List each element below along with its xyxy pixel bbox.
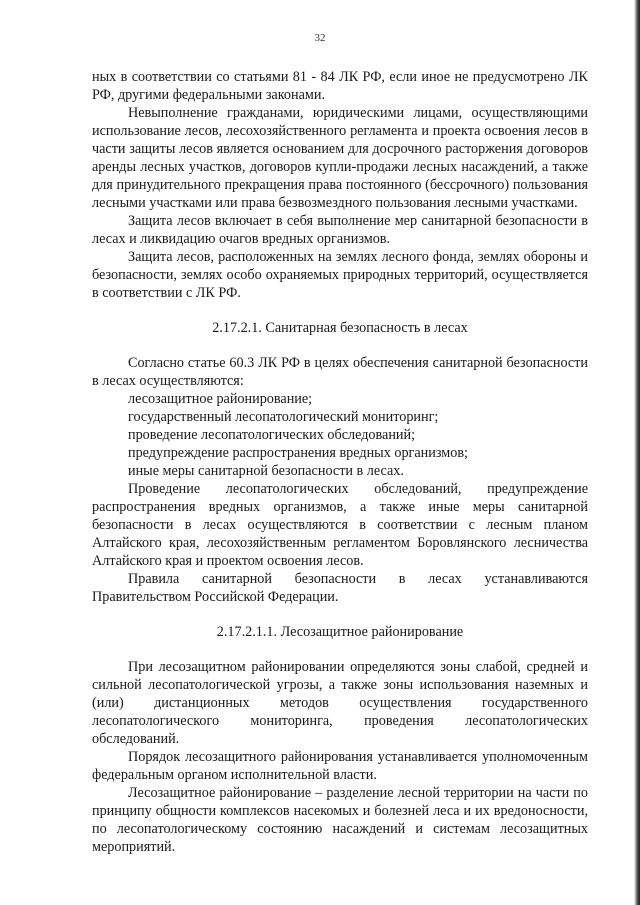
scan-edge-shadow [634,0,640,905]
paragraph: ных в соответствии со статьями 81 - 84 ЛК РФ, если иное не предусмотрено ЛК РФ, другими федеральными законами. [92,69,588,103]
list-item: иные меры санитарной безопасности в лесах. [128,463,404,479]
paragraph: Правила санитарной безопасности в лесах устанавливаются Правительством Российской Федерации. [92,571,588,605]
paragraph: Лесозащитное районирование – разделение лесной территории на части по принципу общности комплексов насекомых и болезней леса и их вредоносности, по лесопатологическому состоянию насаждений и системам лесозащитных мероприятий. [92,785,588,855]
paragraph: Согласно статье 60.3 ЛК РФ в целях обеспечения санитарной безопасности в лесах осуществляются: [92,355,588,389]
list-item: государственный лесопатологический мониторинг; [128,409,439,425]
paragraph: Проведение лесопатологических обследований, предупреждение распространения вредных организмов, а также иные меры санитарной безопасности в лесах осуществляются в соответствии с лесным планом Алтайского края, лесохозяйственным регламентом Боровлянского лесничества Алтайского края и проектом освоения лесов. [92,481,588,569]
paragraph: При лесозащитном районировании определяются зоны слабой, средней и сильной лесопатологической угрозы, а также зоны использования наземных и (или) дистанционных методов осуществления государственного лесопатологического мониторинга, проведения лесопатологических обследований. [92,659,588,747]
page-number: 32 [314,32,326,44]
section-heading-forest-protection-zoning: 2.17.2.1.1. Лесозащитное районирование [216,624,464,640]
section-heading-sanitary-safety: 2.17.2.1. Санитарная безопасность в лесах [212,320,468,336]
paragraph: Защита лесов включает в себя выполнение мер санитарной безопасности в лесах и ликвидацию очагов вредных организмов. [92,213,588,247]
list-item: предупреждение распространения вредных организмов; [128,445,468,461]
list-item: проведение лесопатологических обследований; [128,427,416,443]
list-item: лесозащитное районирование; [128,391,313,407]
paragraph: Порядок лесозащитного районирования устанавливается уполномоченным федеральным органом исполнительной власти. [92,749,588,783]
paragraph: Невыполнение гражданами, юридическими лицами, осуществляющими использование лесов, лесохозяйственного регламента и проекта освоения лесов в части защиты лесов является основанием для досрочного расторжения договоров аренды лесных участков, договоров купли-продажи лесных насаждений, а также для принудительного прекращения права постоянного (бессрочного) пользования лесными участками или права безвозмездного пользования лесными участками. [92,105,588,211]
paragraph: Защита лесов, расположенных на землях лесного фонда, землях обороны и безопасности, землях особо охраняемых природных территорий, осуществляется в соответствии с ЛК РФ. [92,249,588,301]
document-body [92,68,588,856]
